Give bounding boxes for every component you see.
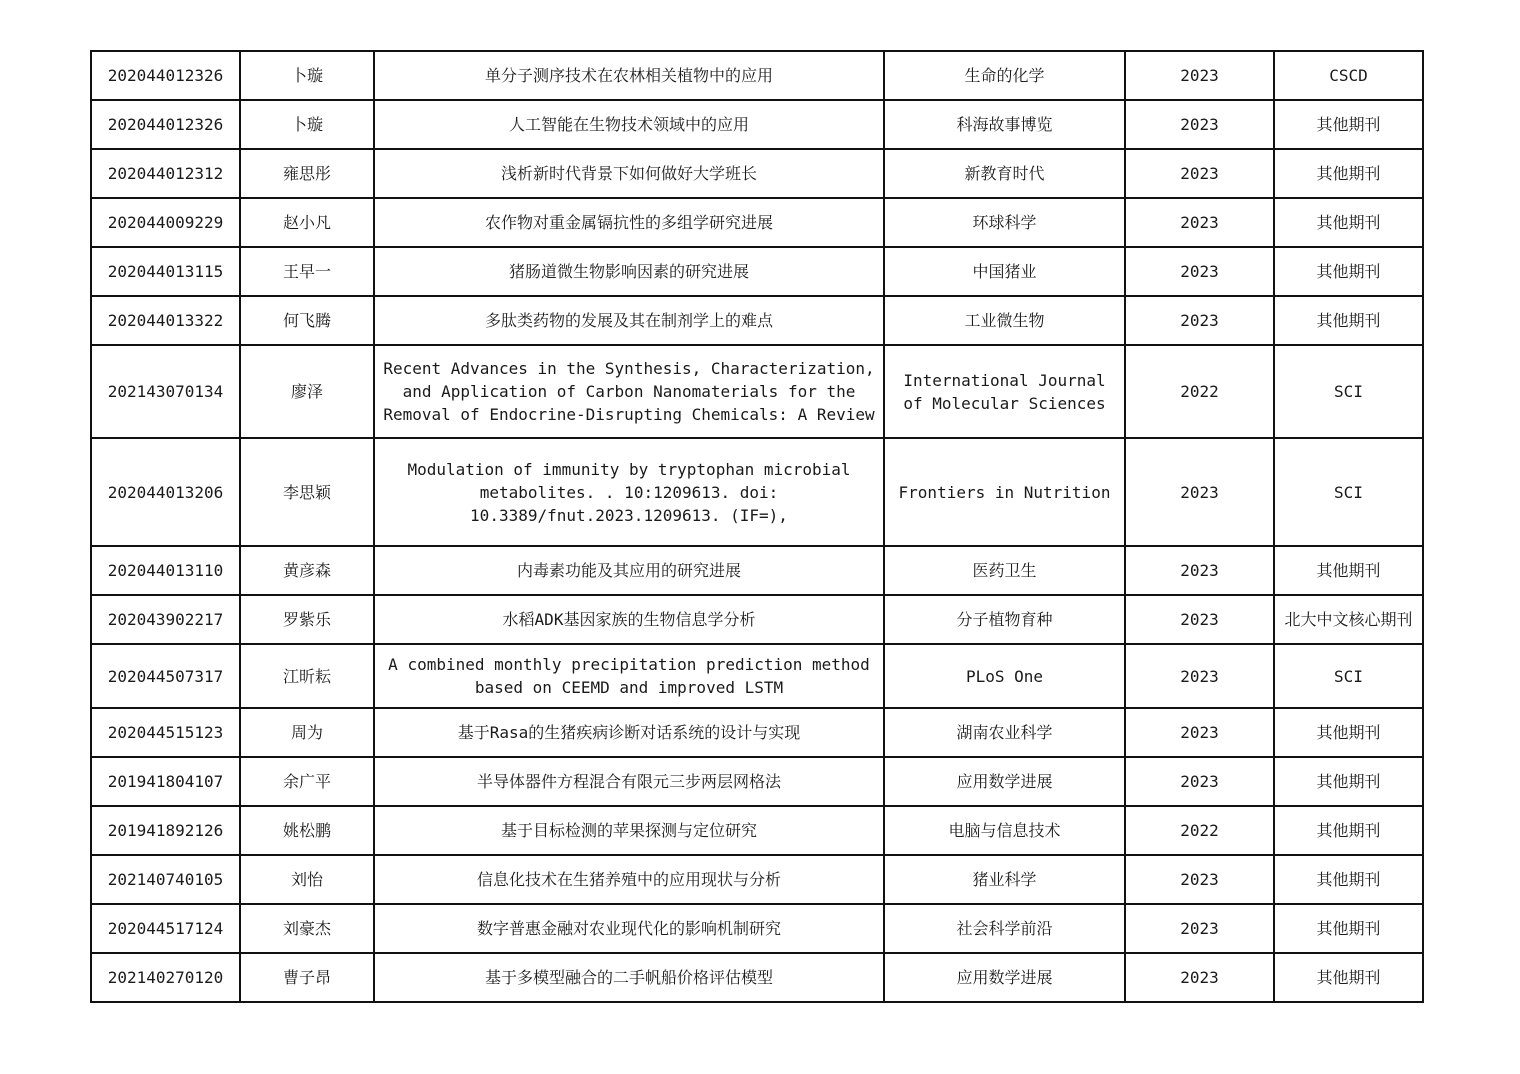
journal-cell: Frontiers in Nutrition [884, 438, 1125, 546]
student-id-cell: 201941892126 [91, 806, 240, 855]
student-name-cell: 赵小凡 [240, 198, 374, 247]
table-row [91, 438, 1423, 546]
journal-cell: 工业微生物 [884, 296, 1125, 345]
paper-title-cell: 猪肠道微生物影响因素的研究进展 [374, 247, 884, 296]
paper-title-cell: 信息化技术在生猪养殖中的应用现状与分析 [374, 855, 884, 904]
year-cell: 2023 [1125, 149, 1274, 198]
journal-level-cell: 其他期刊 [1274, 100, 1423, 149]
table-row [91, 546, 1423, 595]
journal-cell: 应用数学进展 [884, 757, 1125, 806]
journal-cell: 分子植物育种 [884, 595, 1125, 644]
student-id-cell: 202043902217 [91, 595, 240, 644]
journal-cell: 社会科学前沿 [884, 904, 1125, 953]
journal-level-cell: 其他期刊 [1274, 198, 1423, 247]
paper-title-cell: 基于目标检测的苹果探测与定位研究 [374, 806, 884, 855]
journal-cell: 猪业科学 [884, 855, 1125, 904]
student-name-cell: 曹子昂 [240, 953, 374, 1002]
student-name-cell: 刘怡 [240, 855, 374, 904]
paper-title-cell: 基于Rasa的生猪疾病诊断对话系统的设计与实现 [374, 708, 884, 757]
paper-title-cell: 多肽类药物的发展及其在制剂学上的难点 [374, 296, 884, 345]
journal-level-cell: 其他期刊 [1274, 953, 1423, 1002]
table-row [91, 198, 1423, 247]
year-cell: 2023 [1125, 100, 1274, 149]
student-name-cell: 江昕耘 [240, 644, 374, 708]
journal-level-cell: SCI [1274, 345, 1423, 438]
paper-title-cell: 数字普惠金融对农业现代化的影响机制研究 [374, 904, 884, 953]
paper-title-cell: 浅析新时代背景下如何做好大学班长 [374, 149, 884, 198]
year-cell: 2022 [1125, 345, 1274, 438]
student-id-cell: 202044515123 [91, 708, 240, 757]
student-name-cell: 罗紫乐 [240, 595, 374, 644]
journal-level-cell: SCI [1274, 644, 1423, 708]
table-row [91, 100, 1423, 149]
paper-title-cell: Recent Advances in the Synthesis, Characterization, and Application of Carbon Nanomaterials for the Removal of Endocrine-Disrupting Chemicals: A Review [374, 345, 884, 438]
year-cell: 2023 [1125, 438, 1274, 546]
table-row [91, 953, 1423, 1002]
year-cell: 2023 [1125, 51, 1274, 100]
student-id-cell: 202044013115 [91, 247, 240, 296]
year-cell: 2023 [1125, 595, 1274, 644]
student-name-cell: 周为 [240, 708, 374, 757]
journal-level-cell: 其他期刊 [1274, 757, 1423, 806]
year-cell: 2023 [1125, 904, 1274, 953]
year-cell: 2023 [1125, 644, 1274, 708]
student-name-cell: 卜璇 [240, 51, 374, 100]
student-name-cell: 黄彦森 [240, 546, 374, 595]
journal-cell: 生命的化学 [884, 51, 1125, 100]
table-row [91, 757, 1423, 806]
journal-level-cell: 其他期刊 [1274, 708, 1423, 757]
student-id-cell: 202140740105 [91, 855, 240, 904]
student-id-cell: 202044012326 [91, 51, 240, 100]
student-name-cell: 余广平 [240, 757, 374, 806]
journal-cell: 科海故事博览 [884, 100, 1125, 149]
table-row [91, 345, 1423, 438]
year-cell: 2023 [1125, 546, 1274, 595]
journal-cell: 应用数学进展 [884, 953, 1125, 1002]
journal-level-cell: 其他期刊 [1274, 247, 1423, 296]
student-name-cell: 李思颖 [240, 438, 374, 546]
year-cell: 2023 [1125, 953, 1274, 1002]
student-name-cell: 廖泽 [240, 345, 374, 438]
journal-level-cell: 其他期刊 [1274, 546, 1423, 595]
paper-title-cell: 基于多模型融合的二手帆船价格评估模型 [374, 953, 884, 1002]
paper-title-cell: A combined monthly precipitation prediction method based on CEEMD and improved LSTM [374, 644, 884, 708]
student-name-cell: 何飞腾 [240, 296, 374, 345]
year-cell: 2023 [1125, 855, 1274, 904]
student-id-cell: 202143070134 [91, 345, 240, 438]
table-row [91, 855, 1423, 904]
year-cell: 2023 [1125, 296, 1274, 345]
paper-title-cell: 半导体器件方程混合有限元三步两层网格法 [374, 757, 884, 806]
paper-title-cell: 农作物对重金属镉抗性的多组学研究进展 [374, 198, 884, 247]
journal-cell: 医药卫生 [884, 546, 1125, 595]
journal-level-cell: 其他期刊 [1274, 904, 1423, 953]
journal-level-cell: 其他期刊 [1274, 855, 1423, 904]
student-id-cell: 201941804107 [91, 757, 240, 806]
year-cell: 2023 [1125, 708, 1274, 757]
student-id-cell: 202044507317 [91, 644, 240, 708]
year-cell: 2023 [1125, 198, 1274, 247]
journal-level-cell: 北大中文核心期刊 [1274, 595, 1423, 644]
student-id-cell: 202044013322 [91, 296, 240, 345]
table-row [91, 806, 1423, 855]
journal-level-cell: CSCD [1274, 51, 1423, 100]
student-name-cell: 雍思彤 [240, 149, 374, 198]
table-row [91, 296, 1423, 345]
table-row [91, 149, 1423, 198]
paper-title-cell: 人工智能在生物技术领域中的应用 [374, 100, 884, 149]
paper-title-cell: 水稻ADK基因家族的生物信息学分析 [374, 595, 884, 644]
table-row [91, 644, 1423, 708]
journal-cell: PLoS One [884, 644, 1125, 708]
table-row [91, 904, 1423, 953]
student-id-cell: 202044013206 [91, 438, 240, 546]
journal-level-cell: 其他期刊 [1274, 806, 1423, 855]
year-cell: 2023 [1125, 247, 1274, 296]
student-id-cell: 202140270120 [91, 953, 240, 1002]
paper-title-cell: Modulation of immunity by tryptophan microbial metabolites. . 10:1209613. doi: 10.3389/fnut.2023.1209613. (IF=), [374, 438, 884, 546]
table-row [91, 247, 1423, 296]
paper-title-cell: 内毒素功能及其应用的研究进展 [374, 546, 884, 595]
journal-cell: 电脑与信息技术 [884, 806, 1125, 855]
journal-cell: 环球科学 [884, 198, 1125, 247]
journal-level-cell: 其他期刊 [1274, 296, 1423, 345]
journal-level-cell: 其他期刊 [1274, 149, 1423, 198]
student-id-cell: 202044013110 [91, 546, 240, 595]
student-id-cell: 202044012312 [91, 149, 240, 198]
student-name-cell: 王早一 [240, 247, 374, 296]
journal-cell: International Journal of Molecular Sciences [884, 345, 1125, 438]
student-id-cell: 202044517124 [91, 904, 240, 953]
table-row [91, 708, 1423, 757]
student-id-cell: 202044009229 [91, 198, 240, 247]
year-cell: 2023 [1125, 757, 1274, 806]
journal-level-cell: SCI [1274, 438, 1423, 546]
student-name-cell: 姚松鹏 [240, 806, 374, 855]
journal-cell: 新教育时代 [884, 149, 1125, 198]
journal-cell: 中国猪业 [884, 247, 1125, 296]
paper-title-cell: 单分子测序技术在农林相关植物中的应用 [374, 51, 884, 100]
table-row [91, 51, 1423, 100]
journal-cell: 湖南农业科学 [884, 708, 1125, 757]
student-name-cell: 刘豪杰 [240, 904, 374, 953]
table-row [91, 595, 1423, 644]
student-id-cell: 202044012326 [91, 100, 240, 149]
year-cell: 2022 [1125, 806, 1274, 855]
publications-table [90, 50, 1424, 1003]
student-name-cell: 卜璇 [240, 100, 374, 149]
